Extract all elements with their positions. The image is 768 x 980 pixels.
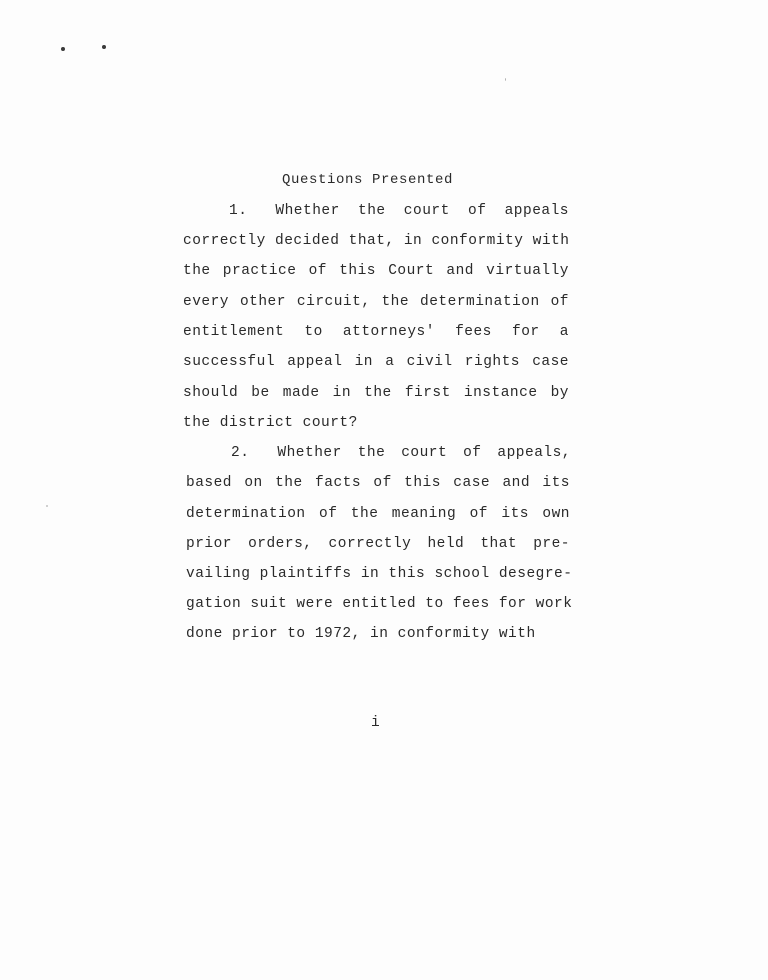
question-text: every other circuit, the determination of [183,294,569,310]
question-text: vailing plaintiffs in this school desegre- [186,566,573,582]
question-2-line-7 [186,626,572,642]
question-text: the practice of this Court and virtually [183,263,569,279]
question-text: prior orders, correctly held that pre- [186,536,570,552]
question-1-line-6 [183,354,569,370]
document-heading: Questions Presented [282,172,454,188]
question-1-line-8 [183,415,569,431]
question-2-line-3 [186,506,570,522]
question-text: Whether the court of appeals, [277,445,571,461]
question-2-line-4 [186,536,570,552]
question-text: done prior to 1972, in conformity with [186,626,536,642]
question-text: determination of the meaning of its own [186,506,570,522]
question-1-line-2 [183,233,569,249]
question-text: entitlement to attorneys' fees for a [183,324,569,340]
question-1-line-5 [183,324,569,340]
question-text: gation suit were entitled to fees for work [186,596,573,612]
question-1-line-3 [183,263,569,279]
scan-speck [102,45,106,49]
scan-speck [505,78,506,81]
question-text: should be made in the first instance by [183,385,569,401]
question-2-line-5 [186,566,573,582]
question-text: based on the facts of this case and its [186,475,570,491]
question-2-line-1 [231,445,571,461]
question-text: correctly decided that, in conformity with [183,233,570,249]
question-text: the district court? [183,415,358,431]
question-text: successful appeal in a civil rights case [183,354,569,370]
question-1-line-4 [183,294,569,310]
question-2-line-6 [186,596,572,612]
question-number: 2. [231,445,250,461]
question-number: 1. [229,203,248,219]
page-number: i [371,715,380,731]
question-2-line-2 [186,475,570,491]
question-text: Whether the court of appeals [275,203,569,219]
question-1-line-7 [183,385,569,401]
scan-speck [61,47,65,51]
scan-speck [46,505,48,507]
question-1-line-1 [229,203,569,219]
